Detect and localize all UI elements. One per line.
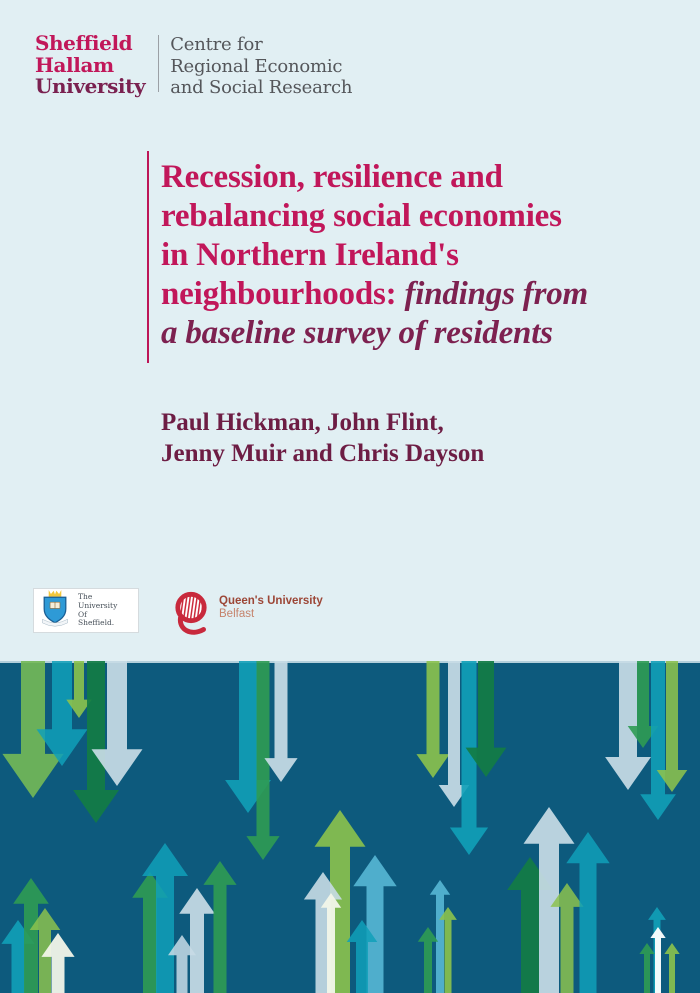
queens-name: Queen's University <box>219 595 323 607</box>
queens-place: Belfast <box>219 608 255 620</box>
arrow-artwork-band <box>0 661 700 993</box>
arrow-artwork <box>0 661 700 993</box>
title-line-5-italic: a baseline survey of residents <box>161 315 553 351</box>
shu-line-3: University <box>35 74 146 98</box>
title-line-2: rebalancing social economies <box>161 198 562 234</box>
sheffield-hallam-logo <box>35 33 145 98</box>
down-arrow <box>416 661 449 778</box>
shu-line-1: Sheffield <box>35 31 133 55</box>
up-arrow <box>203 861 236 993</box>
sheffield-text-line-3: Of <box>78 609 87 619</box>
sheffield-logo-text <box>78 593 117 628</box>
up-arrow <box>664 943 679 993</box>
up-arrow <box>650 927 665 993</box>
sheffield-crest-icon <box>37 588 73 633</box>
title-line-1: Recession, resilience and <box>161 159 503 195</box>
authors-line-2: Jenny Muir and Chris Dayson <box>161 440 485 467</box>
title-line-4 <box>161 275 588 314</box>
sheffield-text-line-2: University <box>78 600 118 610</box>
centre-name <box>170 34 352 99</box>
header <box>35 33 352 99</box>
queens-university-belfast-logo <box>170 589 323 646</box>
up-arrow <box>639 943 654 993</box>
sheffield-text-line-4: Sheffield. <box>78 618 115 628</box>
centre-line-3: and Social Research <box>170 77 353 98</box>
centre-line-2: Regional Economic <box>170 55 343 77</box>
queens-q-icon <box>170 589 212 646</box>
up-arrow <box>418 927 438 993</box>
report-title <box>147 151 588 363</box>
authors <box>161 407 484 469</box>
centre-line-1: Centre for <box>170 34 263 55</box>
university-of-sheffield-logo <box>33 588 139 633</box>
title-line-3: in Northern Ireland's <box>161 237 459 273</box>
sheffield-text-line-1: The <box>78 591 93 601</box>
title-line-4-regular: neighbourhoods: <box>161 276 405 312</box>
authors-line-1: Paul Hickman, John Flint, <box>161 409 444 436</box>
header-divider <box>158 35 159 92</box>
shu-line-2: Hallam <box>35 52 114 77</box>
queens-logo-text <box>219 595 323 621</box>
title-line-4-italic: findings from <box>404 276 588 312</box>
